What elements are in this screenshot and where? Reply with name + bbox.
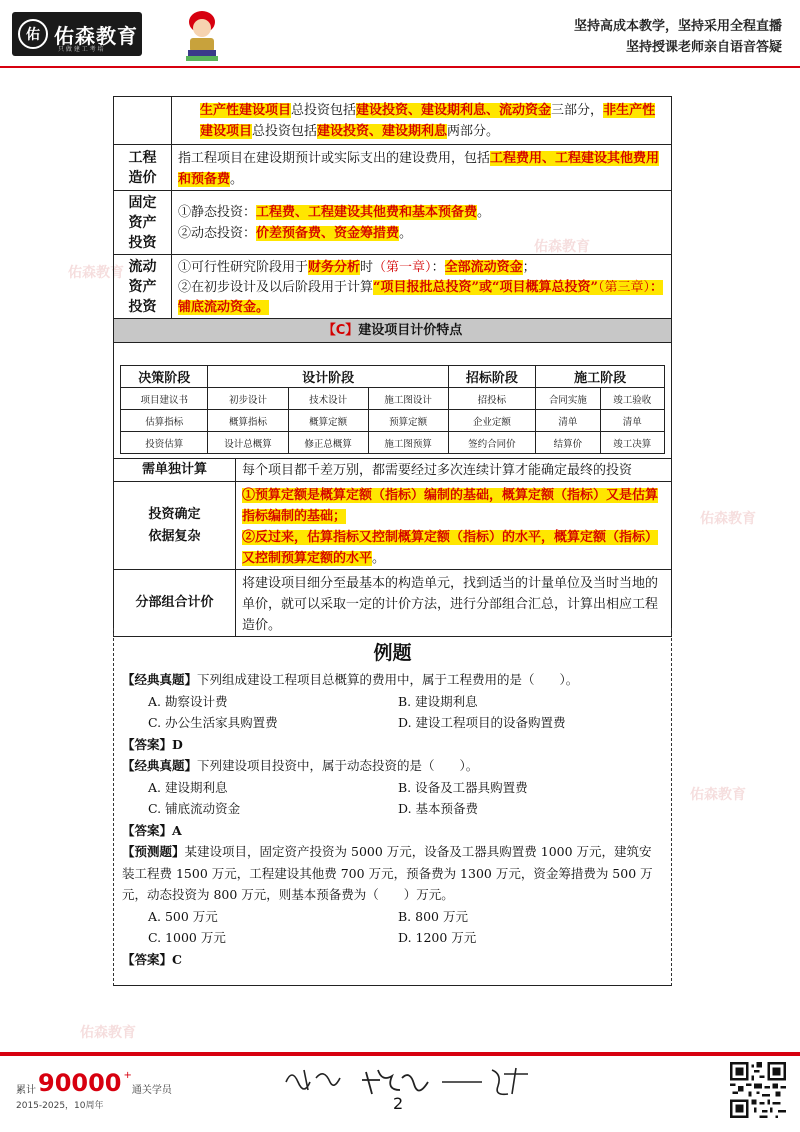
slogan-line-1: 坚持高成本教学，坚持采用全程直播: [573, 19, 782, 34]
logo-subtitle: 只 做 建 工 考 培: [58, 46, 104, 53]
highlight-term: 工程费用、工程建设其他费用和预备费: [178, 151, 660, 187]
answer: 【答案】D: [122, 736, 183, 752]
logo-mark: 佑: [18, 19, 48, 49]
text: 总投资包括: [252, 124, 318, 139]
characteristic-text: 将建设项目细分至最基本的构造单元，找到适当的计量单位及当时当地的单价，就可以采取一定的计价方法，进行分部组合汇总，计算出相应工程造价。: [242, 576, 659, 633]
answer: 【答案】C: [122, 951, 182, 967]
answer: 【答案】A: [122, 822, 182, 838]
highlight-paragraph: ②反过来，估算指标又控制概算定额（指标）的水平，概算定额（指标）又控制预算定额的水平: [242, 530, 659, 566]
row-content: [172, 255, 671, 318]
characteristic-label: 分部组合计价: [114, 570, 236, 636]
line: ①可行性研究阶段用于财务分析时（第一章）：全部流动资金；: [178, 260, 536, 275]
option: D. 建设工程项目的设备购置费: [398, 715, 566, 730]
question-options: [114, 777, 671, 820]
text: 。: [230, 172, 244, 187]
line: ①静态投资：工程费、工程建设其他费和基本预备费。: [178, 204, 491, 220]
characteristic-text: ①预算定额是概算定额（指标）编制的基础，概算定额（指标）又是估算指标编制的基础； ②反过来，估算指标又控制概算定额（指标）的水平，概算定额（指标）又控制预算定额的水平。: [242, 488, 659, 566]
option: A. 500 万元: [148, 908, 218, 924]
table-row: [114, 191, 671, 255]
mascot-icon: [180, 8, 224, 64]
option: C. 1000 万元: [148, 930, 226, 945]
table-row: [114, 255, 671, 319]
phase-cell: 竣工决算: [600, 432, 664, 454]
highlight-term: （第三章）: [597, 280, 650, 295]
highlight-term: ：铺底流动资金。: [178, 280, 663, 315]
phase-cell: 施工图设计: [368, 388, 448, 410]
option: B. 800 万元: [398, 908, 468, 924]
row-content: [172, 97, 671, 144]
stat-suffix: 通关学员: [131, 1085, 172, 1096]
line: ②动态投资：价差预备费、资金筹措费。: [178, 225, 413, 241]
phase-cell: 竣工验收: [600, 388, 664, 410]
text: 两部分。: [447, 124, 500, 139]
phase-cell: 施工图预算: [368, 432, 448, 454]
section-title-text: 建设项目计价特点: [358, 323, 463, 338]
phase-header: 招标阶段: [448, 366, 535, 388]
highlight-term: 建设投资、建设期利息: [317, 124, 448, 139]
phase-cell: 招投标: [448, 388, 535, 410]
option: B. 设备及工器具购置费: [398, 779, 528, 795]
phase-cell: 估算指标: [121, 410, 208, 432]
phase-cell: 初步设计: [208, 388, 288, 410]
phase-cell: 概算定额: [288, 410, 368, 432]
phase-cell: 概算指标: [208, 410, 288, 432]
stat-number: 90000: [38, 1069, 122, 1097]
phase-cell: 项目建议书: [121, 388, 208, 410]
option: D. 1200 万元: [398, 930, 477, 945]
characteristic-row: [114, 458, 671, 482]
highlight-term: 价差预备费、资金筹措费: [256, 225, 400, 241]
phase-row: [121, 432, 665, 454]
phase-cell: 技术设计: [288, 388, 368, 410]
stat-years: 2015-2025，10周年: [16, 1101, 104, 1111]
row-label: [114, 97, 172, 144]
watermark: 佑森教育: [80, 1025, 136, 1041]
phase-cell: 企业定额: [448, 410, 535, 432]
phase-cell: 结算价: [536, 432, 600, 454]
phase-row: [121, 410, 665, 432]
highlight-term: 生产性建设项目: [200, 103, 292, 118]
brand-logo: [12, 12, 142, 56]
option: B. 建设期利息: [398, 693, 478, 709]
option: C. 办公生活家具购置费: [148, 715, 278, 730]
page-header: [0, 0, 800, 80]
row-content: [172, 145, 671, 190]
row-content: [172, 191, 671, 254]
phase-cell: 合同实施: [536, 388, 600, 410]
section-title: [114, 319, 671, 343]
header-slogans: [574, 16, 782, 58]
question-stem: 【预测题】某建设项目，固定资产投资为 5000 万元，设备及工器具购置费 1000 万元，建筑安装工程费 1500 万元，工程建设其他费 700 万元，预备费为 1300 万元，资金筹措费为 500 万元，动态投资为 800 万元，则基本预备费为（ ）万元。: [122, 844, 653, 902]
phase-table: [120, 365, 665, 454]
question-stem: 【经典真题】下列组成建设工程项目总概算的费用中，属于工程费用的是（ ）。: [122, 672, 579, 687]
phase-header-row: [121, 366, 665, 388]
highlight-term: “项目报批总投资”或“项目概算总投资”: [373, 280, 598, 295]
watermark: 佑森教育: [690, 787, 746, 803]
highlight-term: 全部流动资金: [444, 260, 523, 275]
option: A. 建设期利息: [148, 779, 228, 795]
highlight-term: 财务分析: [308, 260, 361, 275]
characteristic-label: 投资确定 依据复杂: [114, 482, 236, 569]
question-stem: 【经典真题】下列建设项目投资中，属于动态投资的是（ ）。: [122, 758, 479, 773]
highlight-term: 非生产性建设项目: [200, 103, 656, 139]
option: D. 基本预备费: [398, 801, 479, 816]
line: ②在初步设计及以后阶段用于计算“项目报批总投资”或“项目概算总投资”（第三章）：铺底流动资金。: [178, 280, 663, 315]
text: 总投资包括: [291, 103, 357, 118]
question-options: [114, 906, 671, 949]
option: A. 勘察设计费: [148, 693, 228, 709]
row-label-engineering-cost: 工程 造价: [114, 145, 172, 190]
phase-cell: 修正总概算: [288, 432, 368, 454]
characteristic-row: [114, 570, 671, 636]
phase-cell: 签约合同价: [448, 432, 535, 454]
phase-cell: 清单: [536, 410, 600, 432]
handwritten-signature-icon: [282, 1060, 542, 1100]
highlight-term: 工程费、工程建设其他费和基本预备费: [256, 204, 478, 220]
table-row: [114, 97, 671, 145]
row-label-fixed-asset-investment: 固定 资产 投资: [114, 191, 172, 254]
option: C. 铺底流动资金: [148, 801, 241, 816]
watermark: 佑森教育: [700, 511, 756, 527]
phase-cell: 设计总概算: [208, 432, 288, 454]
row-label-working-capital-investment: 流动 资产 投资: [114, 255, 172, 318]
characteristic-row: [114, 482, 671, 570]
watermark: 佑森教育: [534, 239, 590, 255]
phase-header: 施工阶段: [536, 366, 665, 388]
stat-prefix: 累计: [16, 1085, 36, 1096]
footer-divider: [0, 1052, 800, 1056]
examples-section: [113, 628, 672, 986]
qr-code-icon: [730, 1062, 786, 1118]
question-options: [114, 691, 671, 734]
characteristic-text: 每个项目都千差万别，都需要经过多次连续计算才能确定最终的投资: [242, 463, 633, 478]
concept-table: [113, 96, 672, 637]
phase-header: 决策阶段: [121, 366, 208, 388]
phase-cell: 投资估算: [121, 432, 208, 454]
section-tag: 【C】: [322, 323, 359, 338]
slogan-line-2: 坚持授课老师亲自语音答疑: [625, 40, 782, 55]
watermark: 佑森教育: [68, 265, 124, 281]
page-number: 2: [393, 1094, 404, 1113]
phase-row: [121, 388, 665, 410]
student-stat: [16, 1070, 172, 1111]
highlight-paragraph: ①预算定额是概算定额（指标）编制的基础，概算定额（指标）又是估算指标编制的基础；: [242, 488, 659, 524]
phase-header: 设计阶段: [208, 366, 448, 388]
characteristic-label: 需单独计算: [114, 459, 236, 481]
examples-title: 例题: [373, 642, 412, 664]
text: 三部分，: [551, 103, 604, 118]
logo-text: 佑森教育: [54, 23, 138, 48]
phase-cell: 预算定额: [368, 410, 448, 432]
header-divider: [0, 66, 800, 68]
highlight-term: 建设投资、建设期利息、流动资金: [356, 103, 552, 118]
stat-plus: +: [123, 1070, 132, 1081]
phase-cell: 清单: [600, 410, 664, 432]
table-row: [114, 145, 671, 191]
text: 指工程项目在建设期预计或实际支出的建设费用，包括: [178, 151, 491, 166]
